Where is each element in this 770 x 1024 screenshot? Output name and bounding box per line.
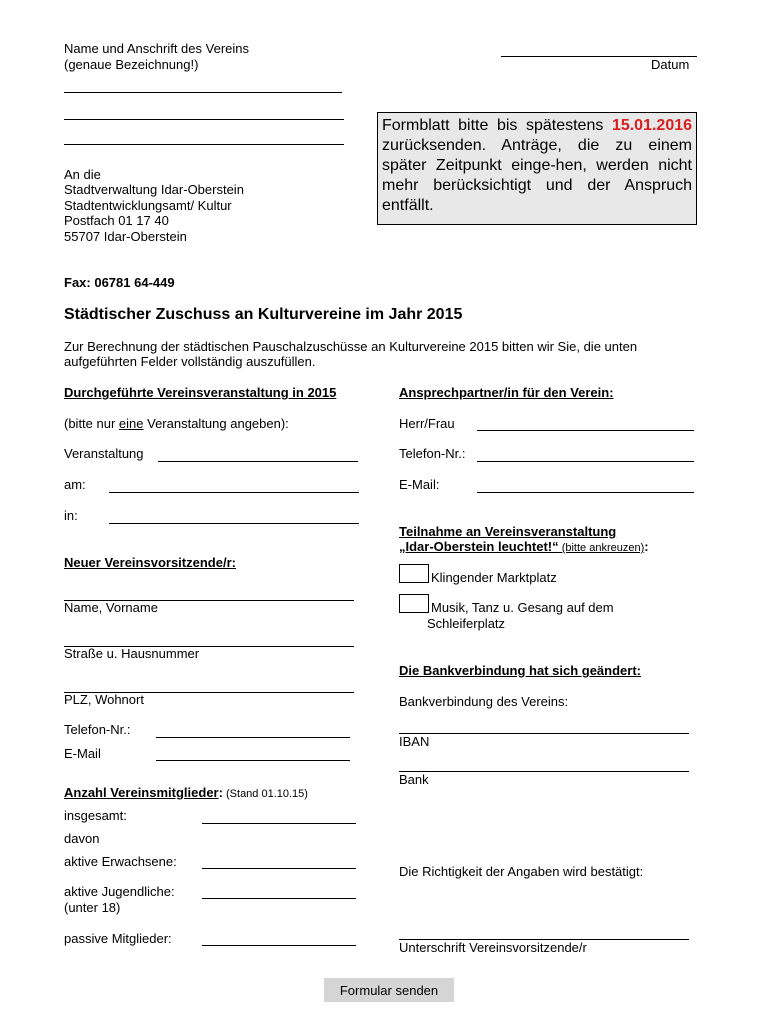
option-marktplatz-label: Klingender Marktplatz xyxy=(431,570,557,585)
chair-name-field[interactable] xyxy=(64,584,354,601)
sender-address-line-2[interactable] xyxy=(64,103,344,120)
members-active-youth-label: aktive Jugendliche: xyxy=(64,884,175,899)
event-date-label: am: xyxy=(64,477,86,492)
members-passive-field[interactable] xyxy=(202,929,356,946)
option-schleiferplatz-checkbox[interactable] xyxy=(399,594,429,613)
fax-number: Fax: 06781 64-449 xyxy=(64,275,175,290)
members-active-adults-label: aktive Erwachsene: xyxy=(64,854,177,869)
event-name-label: Veranstaltung xyxy=(64,446,144,461)
bank-name-field[interactable] xyxy=(399,755,689,772)
sender-name-hint: (genaue Bezeichnung!) xyxy=(64,57,199,72)
members-total-label: insgesamt: xyxy=(64,808,127,823)
event-place-field[interactable] xyxy=(109,507,359,524)
deadline-notice xyxy=(377,112,697,225)
submit-form-button[interactable]: Formular senden xyxy=(324,978,454,1002)
signature-field[interactable] xyxy=(399,923,689,940)
members-active-youth-hint: (unter 18) xyxy=(64,900,121,915)
recipient-line-4: Postfach 01 17 40 xyxy=(64,213,169,228)
chair-heading: Neuer Vereinsvorsitzende/r: xyxy=(64,555,236,570)
intro-text: Zur Berechnung der städtischen Pauschalzuschüsse an Kulturvereine 2015 bitten wir Sie, die unten aufgeführten Felder vollständig auszufüllen. xyxy=(64,339,638,369)
chair-phone-label: Telefon-Nr.: xyxy=(64,722,131,737)
contact-email-label: E-Mail: xyxy=(399,477,440,492)
contact-email-field[interactable] xyxy=(477,476,694,493)
recipient-line-1: An die xyxy=(64,167,101,182)
date-label: Datum xyxy=(651,57,690,72)
sender-address-line-1[interactable] xyxy=(64,76,342,93)
chair-zip-label: PLZ, Wohnort xyxy=(64,692,144,707)
signature-label: Unterschrift Vereinsvorsitzende/r xyxy=(399,940,587,955)
page-title: Städtischer Zuschuss an Kulturvereine im Jahr 2015 xyxy=(64,306,463,323)
event-heading: Durchgeführte Vereinsveranstaltung in 2015 xyxy=(64,385,337,400)
members-of-which-label: davon xyxy=(64,831,100,846)
option-schleiferplatz-label: Musik, Tanz u. Gesang auf dem xyxy=(431,600,614,615)
chair-street-field[interactable] xyxy=(64,630,354,647)
sender-address-line-3[interactable] xyxy=(64,128,344,145)
chair-email-field[interactable] xyxy=(156,744,350,761)
confirmation-text: Die Richtigkeit der Angaben wird bestätigt: xyxy=(399,864,644,879)
bank-heading: Die Bankverbindung hat sich geändert: xyxy=(399,663,641,678)
recipient-line-3: Stadtentwicklungsamt/ Kultur xyxy=(64,198,232,213)
participation-heading: Teilnahme an Vereinsveranstaltung xyxy=(399,524,617,539)
contact-heading: Ansprechpartner/in für den Verein: xyxy=(399,385,614,400)
event-name-field[interactable] xyxy=(158,445,358,462)
event-date-field[interactable] xyxy=(109,476,359,493)
iban-field[interactable] xyxy=(399,717,689,734)
members-heading: Anzahl Vereinsmitglieder: (Stand 01.10.15) xyxy=(64,785,308,800)
event-hint: (bitte nur eine Veranstaltung angeben): xyxy=(64,416,289,431)
chair-name-label: Name, Vorname xyxy=(64,600,158,615)
members-total-field[interactable] xyxy=(202,807,356,824)
event-place-label: in: xyxy=(64,508,78,523)
option-schleiferplatz-label-2: Schleiferplatz xyxy=(427,616,506,631)
participation-subheading: „Idar-Oberstein leuchtet!“ (bitte ankreuzen): xyxy=(399,539,649,554)
notice-text-after: zurücksenden. Anträge, die zu einem später Zeitpunkt einge-hen, werden nicht mehr berücksichtigt und der Anspruch entfällt. xyxy=(382,137,692,214)
notice-text-before: Formblatt bitte bis spätestens xyxy=(382,117,604,134)
notice-deadline: 15.01.2016 xyxy=(611,117,693,134)
contact-phone-label: Telefon-Nr.: xyxy=(399,446,466,461)
contact-name-field[interactable] xyxy=(477,414,694,431)
bank-label: Bankverbindung des Vereins: xyxy=(399,694,569,709)
chair-email-label: E-Mail xyxy=(64,746,101,761)
contact-salutation-label: Herr/Frau xyxy=(399,416,455,431)
chair-phone-field[interactable] xyxy=(156,721,350,738)
members-active-adults-field[interactable] xyxy=(202,852,356,869)
recipient-line-2: Stadtverwaltung Idar-Oberstein xyxy=(64,182,244,197)
option-marktplatz-checkbox[interactable] xyxy=(399,564,429,583)
date-field[interactable] xyxy=(501,40,697,57)
sender-name-label: Name und Anschrift des Vereins xyxy=(64,41,249,56)
bank-name-label: Bank xyxy=(399,772,429,787)
members-active-youth-field[interactable] xyxy=(202,882,356,899)
iban-label: IBAN xyxy=(399,734,430,749)
chair-street-label: Straße u. Hausnummer xyxy=(64,646,200,661)
members-passive-label: passive Mitglieder: xyxy=(64,931,172,946)
contact-phone-field[interactable] xyxy=(477,445,694,462)
chair-zip-field[interactable] xyxy=(64,676,354,693)
recipient-line-5: 55707 Idar-Oberstein xyxy=(64,229,187,244)
